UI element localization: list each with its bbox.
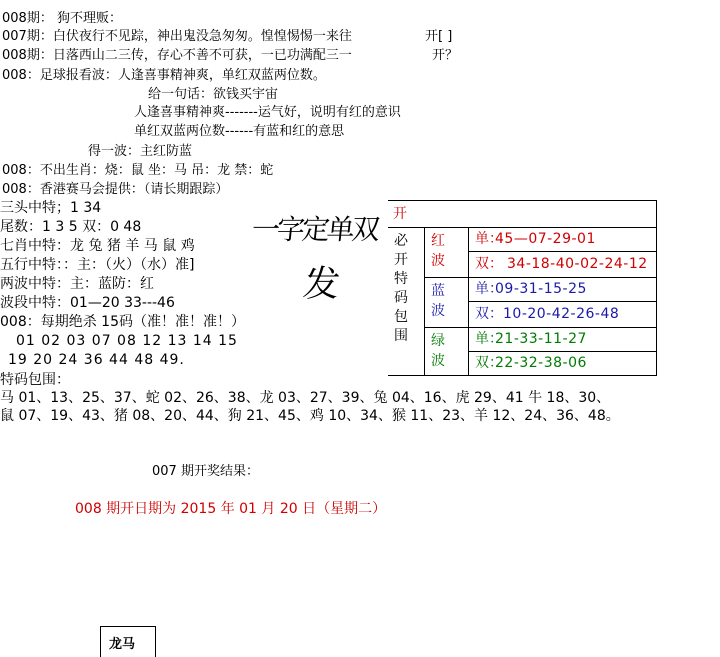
row-key: 单： (475, 231, 503, 247)
row-value: 09-31-15-25 (495, 281, 587, 297)
group-blue (425, 277, 656, 327)
line-008-date: 008 期开日期为 2015 年 01 月 20 日（星期二） (75, 501, 387, 517)
line-jockey-club: 008：香港赛马会提供：（请长期跟踪） (2, 182, 229, 197)
row-value: 10-20-42-26-48 (503, 306, 620, 322)
row-key: 单： (475, 331, 503, 347)
line-kill-numbers-1: 01 02 03 07 08 12 13 14 15 (16, 333, 238, 349)
line-three-heads: 三头中特；1 34 (0, 200, 102, 216)
row-value: 22-32-38-06 (495, 355, 587, 371)
draw-result-label: 龙马 (109, 637, 136, 652)
line-kill-15: 008：每期绝杀 15码（准！准！准！） (0, 314, 245, 330)
group-green-even (469, 351, 656, 375)
table-left-label: 必开特码包围 (394, 233, 408, 344)
handwritten-title (252, 196, 382, 316)
handwritten-line-1: 一字定单双 (250, 213, 379, 246)
group-green-name: 绿波 (431, 333, 445, 369)
line-seven-zodiac: 七肖中特：龙 兔 猪 羊 马 鼠 鸡 (0, 238, 195, 254)
row-key: 双： (475, 256, 503, 272)
line-007-result: 007 期开奖结果： (152, 464, 259, 479)
row-value: 34-18-40-02-24-12 (507, 256, 648, 272)
table-left-column (388, 227, 425, 375)
line-explain-2: 单红双蓝两位数------有蓝和红的意思 (134, 124, 345, 139)
line-zodiac: 008：不出生肖：烧：鼠 坐：马 吊：龙 禁：蛇 (2, 163, 274, 178)
group-green-odd (469, 327, 656, 351)
line-tail-numbers: 尾数：1 3 5 双：0 48 (0, 219, 142, 235)
line-football: 008：足球报看波：人逢喜事精神爽，单红双蓝两位数。 (2, 68, 326, 83)
line-zodiac-numbers-2: 鼠 07、19、43、猪 08、20、44、狗 21、45、鸡 10、34、猴 11、23、羊 12、24、36、48。 (0, 408, 620, 424)
group-green (425, 327, 656, 375)
line-zodiac-numbers-1: 马 01、13、25、37、蛇 02、26、38、龙 03、27、39、兔 04、16、虎 29、41 牛 18、30、 (0, 390, 611, 406)
line-two-waves: 两波中特：主：蓝防：红 (0, 276, 154, 292)
row-key: 双： (475, 355, 503, 371)
line-period-title: 008期： 狗不理贩： (2, 11, 122, 26)
line-wave-range: 波段中特：01—20 33---46 (0, 295, 175, 311)
line-kill-numbers-2: 19 20 24 36 44 48 49. (8, 352, 185, 368)
line-special-surround: 特码包围： (0, 372, 70, 388)
line-five-elements: 五行中特：：主：（火）（水）准] (0, 257, 195, 273)
line-explain-1: 人逢喜事精神爽-------运气好，说明有红的意识 (134, 105, 401, 120)
group-red-even (469, 252, 656, 276)
line-007-poem: 007期：白伏夜行不见踪，神出鬼没急匆匆。惶惶惕惕一来往 (2, 29, 352, 44)
group-blue-odd (469, 277, 656, 301)
special-code-table (388, 200, 657, 376)
row-value: 45—07-29-01 (495, 231, 596, 247)
line-007-open: 开[ ] (425, 29, 453, 44)
row-key: 单： (475, 281, 503, 297)
table-open-label: 开 (393, 206, 407, 222)
group-blue-even (469, 302, 656, 326)
draw-result-box (100, 626, 156, 657)
group-red (425, 227, 656, 277)
line-008-poem: 008期：日落西山二三传，存心不善不可获，一已功满配三一 (2, 48, 352, 63)
group-red-name: 红波 (431, 233, 445, 269)
row-key: 双： (475, 306, 503, 322)
line-008-open: 开？ (432, 48, 459, 63)
line-hint: 给一句话：欲钱买宇宙 (148, 87, 279, 102)
handwritten-line-2: 发 (300, 264, 343, 305)
group-blue-name: 蓝波 (431, 283, 445, 319)
row-value: 21-33-11-27 (495, 331, 587, 347)
group-red-odd (469, 227, 656, 251)
line-one-wave: 得一波：主红防蓝 (88, 144, 193, 159)
